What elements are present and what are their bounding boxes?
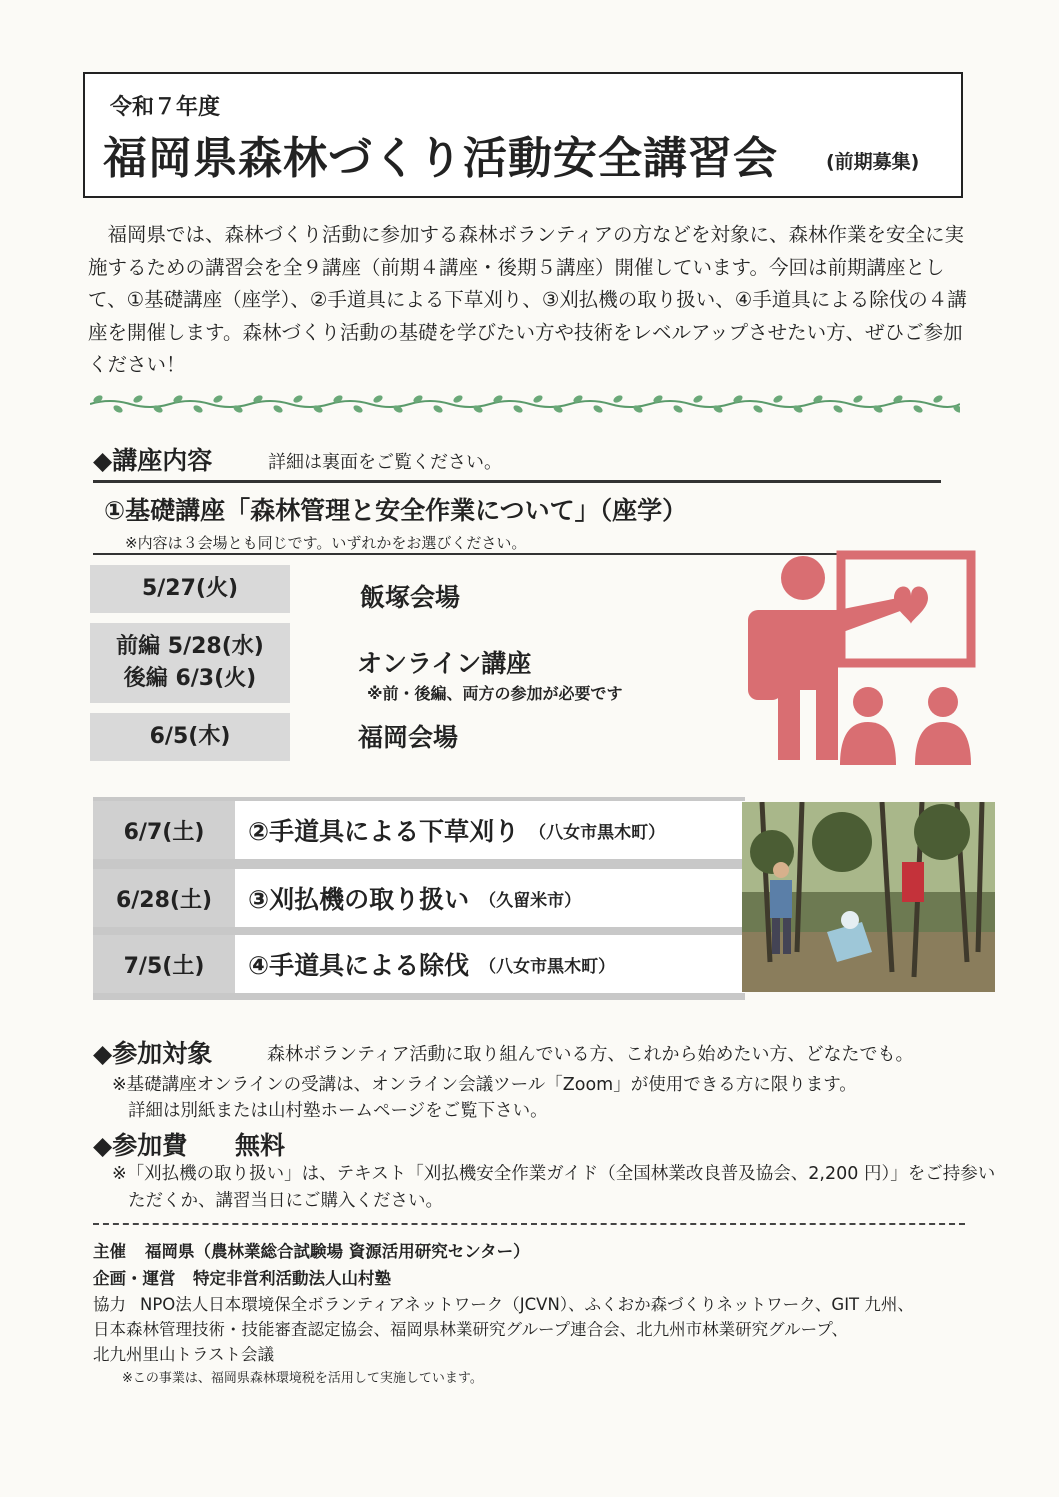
vine-leaf [132,394,144,404]
course-date: 7/5(土) [93,935,235,993]
vine-leaf [292,394,304,404]
vine-leaf [212,394,224,404]
course-name: ②手道具による下草刈り [248,817,520,846]
vine-leaf [512,404,524,414]
target-note2: 詳細は別紙または山村塾ホームページをご覧下さい。 [128,1101,548,1121]
vine-leaf [432,404,444,414]
vine-leaf [852,394,864,404]
dashed-divider [93,1223,965,1225]
vine-leaf [532,394,544,404]
vine-divider [90,392,960,416]
vine-leaf [592,404,604,414]
session-venue: オンライン講座 [357,649,532,678]
vine-leaf [772,394,784,404]
course-date: 6/7(土) [93,801,235,859]
vine-leaf [692,394,704,404]
session-venue-note: ※前・後編、両方の参加が必要です [367,684,623,703]
page-title: 福岡県森林づくり活動安全講習会 [103,133,778,184]
course-info [248,801,665,859]
course-place: （八女市黒木町） [479,956,616,977]
vine-leaf [372,394,384,404]
course-place: （八女市黒木町） [529,822,666,843]
coop-line2: 日本森林管理技術・技能審査認定協会、福岡県林業研究グループ連合会、北九州市林業研究グループ、 [93,1320,849,1339]
course-name: ④手道具による除伐 [248,951,470,980]
fiscal-year: 令和７年度 [110,95,221,120]
host-label: 主催 [93,1242,126,1261]
session-venue: 飯塚会場 [360,583,461,612]
session-date: 6/5(木) [90,713,290,761]
course-date: 6/28(土) [93,869,235,927]
session-date-line2: 後編 6/3(火) [123,666,257,691]
coop-line3: 北九州里山トラスト会議 [93,1345,275,1364]
fee-note1: ※「刈払機の取り扱い」は、テキスト「刈払機安全作業ガイド（全国林業改良普及協会、2,200 円）」をご持参い [112,1164,996,1184]
course1-title: ①基礎講座「森林管理と安全作業について」（座学） [104,496,688,525]
coop-label: 協力 [93,1295,126,1314]
target-heading: ◆参加対象 [93,1039,213,1068]
course-row [93,801,745,859]
fee-value: 無料 [235,1131,286,1160]
vine-leaf [612,394,624,404]
content-note: 詳細は裏面をご覧ください。 [268,452,502,473]
session-date-line1: 前編 5/28(水) [116,634,264,659]
host-name: 福岡県（農林業総合試験場 資源活用研究センター） [145,1242,530,1261]
intro-text: 福岡県では、森林づくり活動に参加する森林ボランティアの方などを対象に、森林作業を安全に実施するための講習会を全９講座（前期４講座・後期５講座）開催しています。今回は前期講座として、①基礎講座（座学）、②手道具による下草刈り、③刈払機の取り扱い、④手道具による除伐の４講座を開催します。森林づくり活動の基礎を学びたい方や技術をレベルアップさせたい方、ぜひご参加ください！ [88,223,967,376]
course-info [248,869,581,927]
forest-photo [742,802,995,992]
vine-leaf [352,404,364,414]
target-text: 森林ボランティア活動に取り組んでいる方、これから始めたい方、どなたでも。 [267,1044,914,1065]
session-date: 5/27(火) [90,565,290,613]
session-venue: 福岡会場 [358,723,459,752]
vine-leaf [112,404,124,414]
org-name: 特定非営利活動法人山村塾 [193,1269,391,1288]
lecture-icon [748,550,978,770]
org-label: 企画・運営 [93,1269,176,1288]
course-row [93,869,745,927]
vine-leaf [452,394,464,404]
vine-leaf [272,404,284,414]
coop-line1: NPO法人日本環境保全ボランティアネットワーク（JCVN）、ふくおか森づくりネットワーク、GIT 九州、 [140,1295,914,1314]
tax-note: ※この事業は、福岡県森林環境税を活用して実施しています。 [122,1371,483,1386]
vine-leaf [932,394,944,404]
course-info [248,935,615,993]
course-row [93,935,745,993]
vine-leaf [752,404,764,414]
target-note1: ※基礎講座オンラインの受講は、オンライン会議ツール「Zoom」が使用できる方に限ります。 [112,1075,857,1095]
course1-note: ※内容は３会場とも同じです。いずれかをお選びください。 [125,534,527,552]
session-date-online [90,623,290,703]
course-place: （久留米市） [479,890,582,911]
fee-heading: ◆参加費 [93,1131,188,1160]
vine-leaf [672,404,684,414]
vine-leaf [912,404,924,414]
course-name: ③刈払機の取り扱い [248,885,470,914]
page-subtitle: (前期募集) [826,151,920,173]
fee-note2: ただくか、講習当日にご購入ください。 [128,1191,443,1211]
vine-leaf [192,404,204,414]
content-heading: ◆講座内容 [93,446,213,475]
vine-leaf [832,404,844,414]
divider [93,480,941,483]
